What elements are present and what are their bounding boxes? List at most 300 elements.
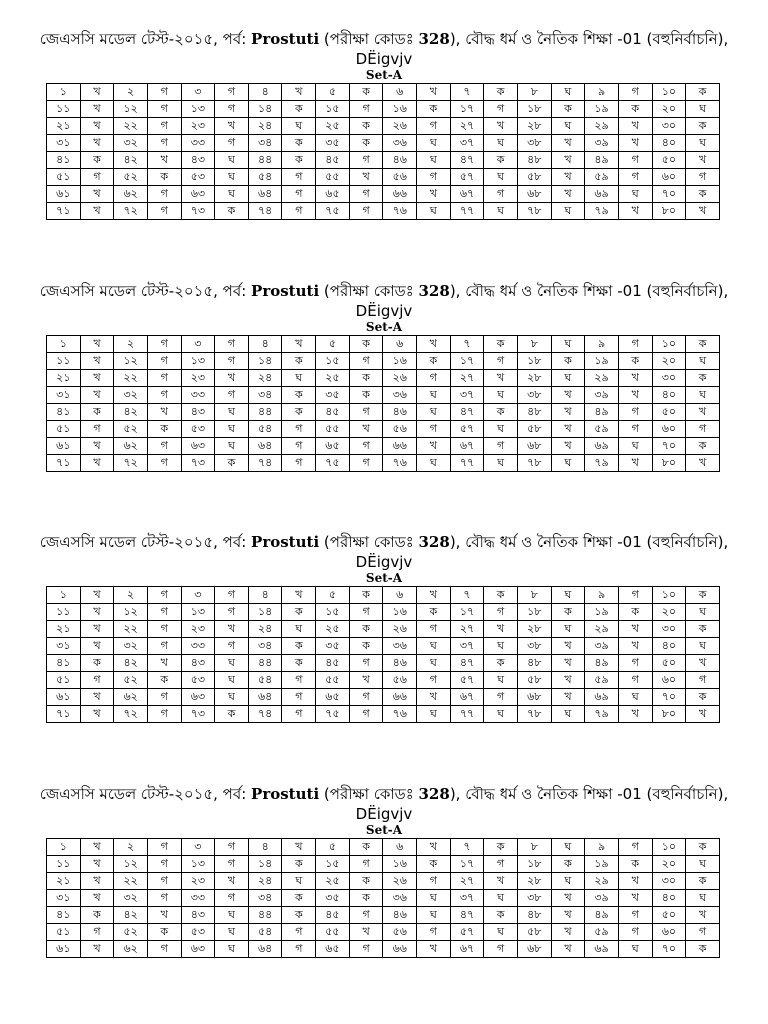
table-row xyxy=(47,336,720,353)
answer-cell: ক xyxy=(484,655,518,672)
question-number-cell: ৩৯ xyxy=(585,890,619,907)
answer-cell: ক xyxy=(349,839,383,856)
table-row xyxy=(47,438,720,455)
question-number-cell: ৪৮ xyxy=(517,907,551,924)
question-number-cell: ২৪ xyxy=(248,118,282,135)
question-number-cell: ৫৪ xyxy=(248,169,282,186)
question-number-cell: ৯ xyxy=(585,336,619,353)
question-number-cell: ৬৩ xyxy=(181,941,215,958)
answer-cell: খ xyxy=(282,84,316,101)
answer-cell: ঘ xyxy=(215,672,249,689)
answer-cell: ঘ xyxy=(551,873,585,890)
answer-cell: গ xyxy=(417,118,451,135)
answer-cell: খ xyxy=(349,672,383,689)
answer-cell: ক xyxy=(686,587,720,604)
answer-cell: খ xyxy=(551,135,585,152)
table-row xyxy=(47,706,720,723)
question-number-cell: ৬২ xyxy=(114,941,148,958)
answer-cell: ক xyxy=(618,604,652,621)
question-number-cell: ৫ xyxy=(316,336,350,353)
answer-cell: ক xyxy=(618,101,652,118)
question-number-cell: ৬০ xyxy=(652,672,686,689)
answer-cell: গ xyxy=(349,604,383,621)
answer-cell: খ xyxy=(349,421,383,438)
question-number-cell: ৩৬ xyxy=(383,638,417,655)
exam-title: জেএসসি মডেল টেস্ট-২০১৫, পর্ব: Prostuti (পরীক্ষা কোডঃ 328), বৌদ্ধ ধর্ম ও নৈতিক শিক্ষা -01 (বহুনির্বাচনি), xyxy=(39,282,729,300)
answer-cell: ঘ xyxy=(484,387,518,404)
answer-cell: খ xyxy=(551,404,585,421)
question-number-cell: ৫৬ xyxy=(383,169,417,186)
answer-cell: ক xyxy=(484,404,518,421)
question-number-cell: ৮ xyxy=(517,839,551,856)
answer-cell: ক xyxy=(282,907,316,924)
question-number-cell: ৪৫ xyxy=(316,907,350,924)
table-row xyxy=(47,587,720,604)
answer-cell: গ xyxy=(618,152,652,169)
answer-cell: ক xyxy=(215,455,249,472)
answer-cell: ঘ xyxy=(551,706,585,723)
exam-title: জেএসসি মডেল টেস্ট-২০১৫, পর্ব: Prostuti (পরীক্ষা কোডঃ 328), বৌদ্ধ ধর্ম ও নৈতিক শিক্ষা -01 (বহুনির্বাচনি), xyxy=(39,533,729,551)
table-row xyxy=(47,84,720,101)
table-row xyxy=(47,873,720,890)
question-number-cell: ১২ xyxy=(114,101,148,118)
answer-cell: ঘ xyxy=(215,186,249,203)
answer-cell: গ xyxy=(215,638,249,655)
question-number-cell: ১৪ xyxy=(248,353,282,370)
question-number-cell: ১৫ xyxy=(316,604,350,621)
question-number-cell: ১৬ xyxy=(383,101,417,118)
table-row xyxy=(47,689,720,706)
answer-cell: গ xyxy=(147,873,181,890)
answer-cell: গ xyxy=(349,353,383,370)
question-number-cell: ৪৫ xyxy=(316,152,350,169)
question-number-cell: ২৪ xyxy=(248,621,282,638)
answer-cell: গ xyxy=(147,455,181,472)
answer-cell: গ xyxy=(618,839,652,856)
question-number-cell: ১০ xyxy=(652,587,686,604)
answer-cell: খ xyxy=(417,84,451,101)
answer-cell: খ xyxy=(80,689,114,706)
answer-cell: ঘ xyxy=(484,203,518,220)
answer-cell: গ xyxy=(349,186,383,203)
answer-cell: ঘ xyxy=(417,135,451,152)
question-number-cell: ৫৭ xyxy=(450,169,484,186)
answer-cell: খ xyxy=(80,387,114,404)
answer-cell: খ xyxy=(686,455,720,472)
question-number-cell: ৫১ xyxy=(47,924,81,941)
answer-cell: গ xyxy=(147,941,181,958)
answer-cell: গ xyxy=(349,941,383,958)
answer-cell: ক xyxy=(349,84,383,101)
answer-cell: ক xyxy=(551,604,585,621)
question-number-cell: ২৮ xyxy=(517,621,551,638)
answer-cell: ঘ xyxy=(551,370,585,387)
question-number-cell: ৩৫ xyxy=(316,638,350,655)
answer-cell: ঘ xyxy=(484,421,518,438)
question-number-cell: ৩০ xyxy=(652,118,686,135)
answer-cell: ক xyxy=(551,856,585,873)
answer-cell: খ xyxy=(417,587,451,604)
question-number-cell: ৮০ xyxy=(652,203,686,220)
question-number-cell: ৫৭ xyxy=(450,672,484,689)
question-number-cell: ৬৮ xyxy=(517,438,551,455)
question-number-cell: ৭৮ xyxy=(517,706,551,723)
question-number-cell: ৩৪ xyxy=(248,890,282,907)
question-number-cell: ৪৮ xyxy=(517,152,551,169)
question-number-cell: ৭৩ xyxy=(181,203,215,220)
question-number-cell: ২৯ xyxy=(585,370,619,387)
answer-cell: গ xyxy=(215,84,249,101)
answer-cell: ঘ xyxy=(484,890,518,907)
question-number-cell: ৬৯ xyxy=(585,689,619,706)
question-number-cell: ৩৫ xyxy=(316,890,350,907)
question-number-cell: ৫১ xyxy=(47,169,81,186)
answer-cell: ক xyxy=(80,152,114,169)
answer-cell: গ xyxy=(349,907,383,924)
question-number-cell: ৪৫ xyxy=(316,404,350,421)
question-number-cell: ১৮ xyxy=(517,101,551,118)
question-number-cell: ৩৫ xyxy=(316,135,350,152)
question-number-cell: ২ xyxy=(114,336,148,353)
question-number-cell: ৬ xyxy=(383,839,417,856)
answer-cell: ক xyxy=(686,689,720,706)
question-number-cell: ৩২ xyxy=(114,387,148,404)
question-number-cell: ৩৬ xyxy=(383,890,417,907)
answer-cell: খ xyxy=(349,169,383,186)
answer-cell: গ xyxy=(417,169,451,186)
question-number-cell: ৪১ xyxy=(47,404,81,421)
question-number-cell: ৭৫ xyxy=(316,706,350,723)
answer-cell: গ xyxy=(618,587,652,604)
answer-cell: গ xyxy=(215,353,249,370)
answer-cell: গ xyxy=(484,689,518,706)
answer-cell: গ xyxy=(282,438,316,455)
question-number-cell: ২৯ xyxy=(585,118,619,135)
answer-cell: গ xyxy=(215,101,249,118)
question-number-cell: ২৫ xyxy=(316,118,350,135)
answer-cell: খ xyxy=(618,370,652,387)
question-number-cell: ৩ xyxy=(181,336,215,353)
question-number-cell: ৫৯ xyxy=(585,672,619,689)
answer-cell: ক xyxy=(349,370,383,387)
question-number-cell: ৭৮ xyxy=(517,455,551,472)
answer-cell: গ xyxy=(215,135,249,152)
question-number-cell: ৫০ xyxy=(652,907,686,924)
question-number-cell: ৪৭ xyxy=(450,152,484,169)
answer-cell: খ xyxy=(80,336,114,353)
question-number-cell: ৭৯ xyxy=(585,455,619,472)
question-number-cell: ৭৭ xyxy=(450,455,484,472)
question-number-cell: ২০ xyxy=(652,101,686,118)
question-number-cell: ৭৭ xyxy=(450,203,484,220)
answer-cell: খ xyxy=(484,873,518,890)
answer-cell: খ xyxy=(80,856,114,873)
answer-cell: ক xyxy=(282,856,316,873)
answer-cell: খ xyxy=(417,941,451,958)
question-number-cell: ৭৪ xyxy=(248,706,282,723)
answer-cell: ক xyxy=(686,186,720,203)
question-number-cell: ৫৫ xyxy=(316,169,350,186)
answer-cell: খ xyxy=(484,621,518,638)
answer-cell: ঘ xyxy=(417,152,451,169)
answer-cell: ক xyxy=(417,856,451,873)
question-number-cell: ৬৫ xyxy=(316,438,350,455)
question-number-cell: ৪৩ xyxy=(181,404,215,421)
question-number-cell: ৩৭ xyxy=(450,387,484,404)
answer-cell: গ xyxy=(686,924,720,941)
question-number-cell: ১১ xyxy=(47,856,81,873)
answer-cell: গ xyxy=(417,873,451,890)
question-number-cell: ৬৬ xyxy=(383,186,417,203)
answer-cell: গ xyxy=(618,421,652,438)
answer-cell: গ xyxy=(282,421,316,438)
question-number-cell: ১ xyxy=(47,336,81,353)
answer-cell: খ xyxy=(80,135,114,152)
question-number-cell: ৪২ xyxy=(114,152,148,169)
table-row xyxy=(47,421,720,438)
answer-cell: গ xyxy=(147,203,181,220)
question-number-cell: ৩৩ xyxy=(181,638,215,655)
answer-cell: খ xyxy=(80,84,114,101)
answer-cell: ঘ xyxy=(551,587,585,604)
question-number-cell: ৫৯ xyxy=(585,421,619,438)
answer-cell: ক xyxy=(80,655,114,672)
answer-cell: খ xyxy=(551,672,585,689)
answer-cell: ক xyxy=(282,387,316,404)
answer-cell: গ xyxy=(349,438,383,455)
answer-cell: ঘ xyxy=(282,873,316,890)
answer-cell: খ xyxy=(282,839,316,856)
question-number-cell: ৮ xyxy=(517,336,551,353)
answer-cell: গ xyxy=(147,135,181,152)
answer-cell: ক xyxy=(417,101,451,118)
question-number-cell: ৭১ xyxy=(47,455,81,472)
answer-cell: গ xyxy=(282,169,316,186)
answer-cell: খ xyxy=(551,186,585,203)
question-number-cell: ৩০ xyxy=(652,873,686,890)
question-number-cell: ২ xyxy=(114,84,148,101)
answer-cell: গ xyxy=(618,336,652,353)
question-number-cell: ৬২ xyxy=(114,438,148,455)
table-row xyxy=(47,941,720,958)
table-row xyxy=(47,890,720,907)
answer-cell: গ xyxy=(349,856,383,873)
answer-cell: গ xyxy=(282,455,316,472)
question-number-cell: ৪৩ xyxy=(181,907,215,924)
question-number-cell: ৬৯ xyxy=(585,438,619,455)
answer-cell: ঘ xyxy=(618,438,652,455)
answer-cell: ঘ xyxy=(417,387,451,404)
question-number-cell: ১৩ xyxy=(181,604,215,621)
question-number-cell: ৪৮ xyxy=(517,655,551,672)
answer-cell: ঘ xyxy=(417,404,451,421)
answer-cell: গ xyxy=(484,941,518,958)
answer-cell: গ xyxy=(686,169,720,186)
question-number-cell: ২১ xyxy=(47,118,81,135)
answer-cell: ক xyxy=(484,84,518,101)
question-number-cell: ১১ xyxy=(47,604,81,621)
answer-cell: ঘ xyxy=(417,890,451,907)
answer-cell: গ xyxy=(417,421,451,438)
answer-cell: খ xyxy=(484,370,518,387)
question-number-cell: ৪৬ xyxy=(383,404,417,421)
question-number-cell: ২৩ xyxy=(181,118,215,135)
question-number-cell: ৭০ xyxy=(652,689,686,706)
question-number-cell: ২৯ xyxy=(585,621,619,638)
question-number-cell: ১ xyxy=(47,587,81,604)
answer-cell: খ xyxy=(551,890,585,907)
answer-cell: গ xyxy=(349,404,383,421)
question-number-cell: ২২ xyxy=(114,621,148,638)
answer-cell: ক xyxy=(417,604,451,621)
answer-cell: গ xyxy=(282,941,316,958)
answer-cell: গ xyxy=(147,353,181,370)
answer-cell: ক xyxy=(282,890,316,907)
question-number-cell: ৪০ xyxy=(652,387,686,404)
answer-cell: গ xyxy=(147,621,181,638)
question-number-cell: ৬১ xyxy=(47,689,81,706)
question-number-cell: ৫৮ xyxy=(517,924,551,941)
answer-cell: ঘ xyxy=(417,706,451,723)
question-number-cell: ৩ xyxy=(181,587,215,604)
set-label: Set-A xyxy=(365,68,403,82)
question-number-cell: ৩৩ xyxy=(181,135,215,152)
answer-cell: গ xyxy=(80,421,114,438)
question-number-cell: ৭৬ xyxy=(383,706,417,723)
answer-cell: ক xyxy=(147,169,181,186)
answer-cell: ক xyxy=(484,907,518,924)
question-number-cell: ২৩ xyxy=(181,621,215,638)
answer-cell: ক xyxy=(282,404,316,421)
question-number-cell: ১৯ xyxy=(585,604,619,621)
question-number-cell: ১৮ xyxy=(517,856,551,873)
table-row xyxy=(47,604,720,621)
table-row xyxy=(47,387,720,404)
question-number-cell: ২৭ xyxy=(450,621,484,638)
question-number-cell: ২৩ xyxy=(181,873,215,890)
answer-cell: খ xyxy=(282,336,316,353)
answer-cell: গ xyxy=(215,856,249,873)
answer-cell: গ xyxy=(147,186,181,203)
question-number-cell: ৫৩ xyxy=(181,421,215,438)
question-number-cell: ১৪ xyxy=(248,856,282,873)
answer-cell: খ xyxy=(618,118,652,135)
answer-cell: গ xyxy=(147,387,181,404)
answer-cell: খ xyxy=(551,941,585,958)
answer-cell: ঘ xyxy=(551,455,585,472)
table-row xyxy=(47,655,720,672)
answer-cell: খ xyxy=(80,587,114,604)
answer-cell: ক xyxy=(551,101,585,118)
question-number-cell: ৪৩ xyxy=(181,152,215,169)
answer-cell: গ xyxy=(147,856,181,873)
answer-cell: খ xyxy=(80,101,114,118)
question-number-cell: ১২ xyxy=(114,353,148,370)
question-number-cell: ৭৫ xyxy=(316,455,350,472)
answer-cell: ঘ xyxy=(686,101,720,118)
question-number-cell: ৬১ xyxy=(47,186,81,203)
question-number-cell: ৩৯ xyxy=(585,638,619,655)
set-label: Set-A xyxy=(365,823,403,837)
answer-cell: গ xyxy=(618,169,652,186)
answer-cell: গ xyxy=(618,672,652,689)
table-row xyxy=(47,856,720,873)
question-number-cell: ৫৩ xyxy=(181,169,215,186)
answer-cell: ঘ xyxy=(484,455,518,472)
answer-cell: খ xyxy=(80,438,114,455)
question-number-cell: ৩০ xyxy=(652,370,686,387)
answer-cell: গ xyxy=(484,604,518,621)
question-number-cell: ৩৮ xyxy=(517,135,551,152)
question-number-cell: ৭০ xyxy=(652,941,686,958)
question-number-cell: ৬৫ xyxy=(316,689,350,706)
question-number-cell: ১২ xyxy=(114,856,148,873)
question-number-cell: ৬৬ xyxy=(383,941,417,958)
answer-cell: খ xyxy=(551,421,585,438)
question-number-cell: ৪৩ xyxy=(181,655,215,672)
question-number-cell: ৪৯ xyxy=(585,152,619,169)
question-number-cell: ১৩ xyxy=(181,101,215,118)
question-number-cell: ২ xyxy=(114,839,148,856)
question-number-cell: ৯ xyxy=(585,587,619,604)
answer-cell: ঘ xyxy=(417,655,451,672)
question-number-cell: ৫২ xyxy=(114,421,148,438)
answer-cell: গ xyxy=(349,203,383,220)
answer-cell: ক xyxy=(484,587,518,604)
answer-cell: খ xyxy=(551,924,585,941)
question-number-cell: ৩১ xyxy=(47,387,81,404)
question-number-cell: ৩২ xyxy=(114,135,148,152)
question-number-cell: ৩৭ xyxy=(450,890,484,907)
answer-cell: খ xyxy=(618,638,652,655)
question-number-cell: ৫৮ xyxy=(517,169,551,186)
question-number-cell: ১৪ xyxy=(248,604,282,621)
answer-cell: খ xyxy=(80,203,114,220)
question-number-cell: ৭২ xyxy=(114,203,148,220)
question-number-cell: ২৪ xyxy=(248,873,282,890)
answer-cell: ক xyxy=(551,353,585,370)
answer-cell: খ xyxy=(215,621,249,638)
question-number-cell: ১৭ xyxy=(450,353,484,370)
question-number-cell: ৬৬ xyxy=(383,689,417,706)
question-number-cell: ৩৬ xyxy=(383,135,417,152)
question-number-cell: ৭০ xyxy=(652,186,686,203)
answer-cell: ক xyxy=(417,353,451,370)
question-number-cell: ২২ xyxy=(114,370,148,387)
question-number-cell: ৭১ xyxy=(47,203,81,220)
answer-cell: ক xyxy=(349,638,383,655)
answer-cell: ক xyxy=(686,621,720,638)
answer-key-table xyxy=(46,335,720,472)
question-number-cell: ৪০ xyxy=(652,890,686,907)
question-number-cell: ২২ xyxy=(114,873,148,890)
answer-cell: গ xyxy=(417,621,451,638)
answer-cell: খ xyxy=(618,135,652,152)
question-number-cell: ১৯ xyxy=(585,353,619,370)
table-row xyxy=(47,118,720,135)
answer-cell: ঘ xyxy=(215,404,249,421)
answer-cell: ক xyxy=(686,839,720,856)
answer-cell: ঘ xyxy=(484,169,518,186)
answer-cell: ঘ xyxy=(686,387,720,404)
answer-cell: গ xyxy=(484,186,518,203)
question-number-cell: ২৬ xyxy=(383,873,417,890)
question-number-cell: ১৬ xyxy=(383,353,417,370)
question-number-cell: ৩২ xyxy=(114,890,148,907)
answer-cell: গ xyxy=(215,839,249,856)
question-number-cell: ৫০ xyxy=(652,404,686,421)
question-number-cell: ৫২ xyxy=(114,672,148,689)
